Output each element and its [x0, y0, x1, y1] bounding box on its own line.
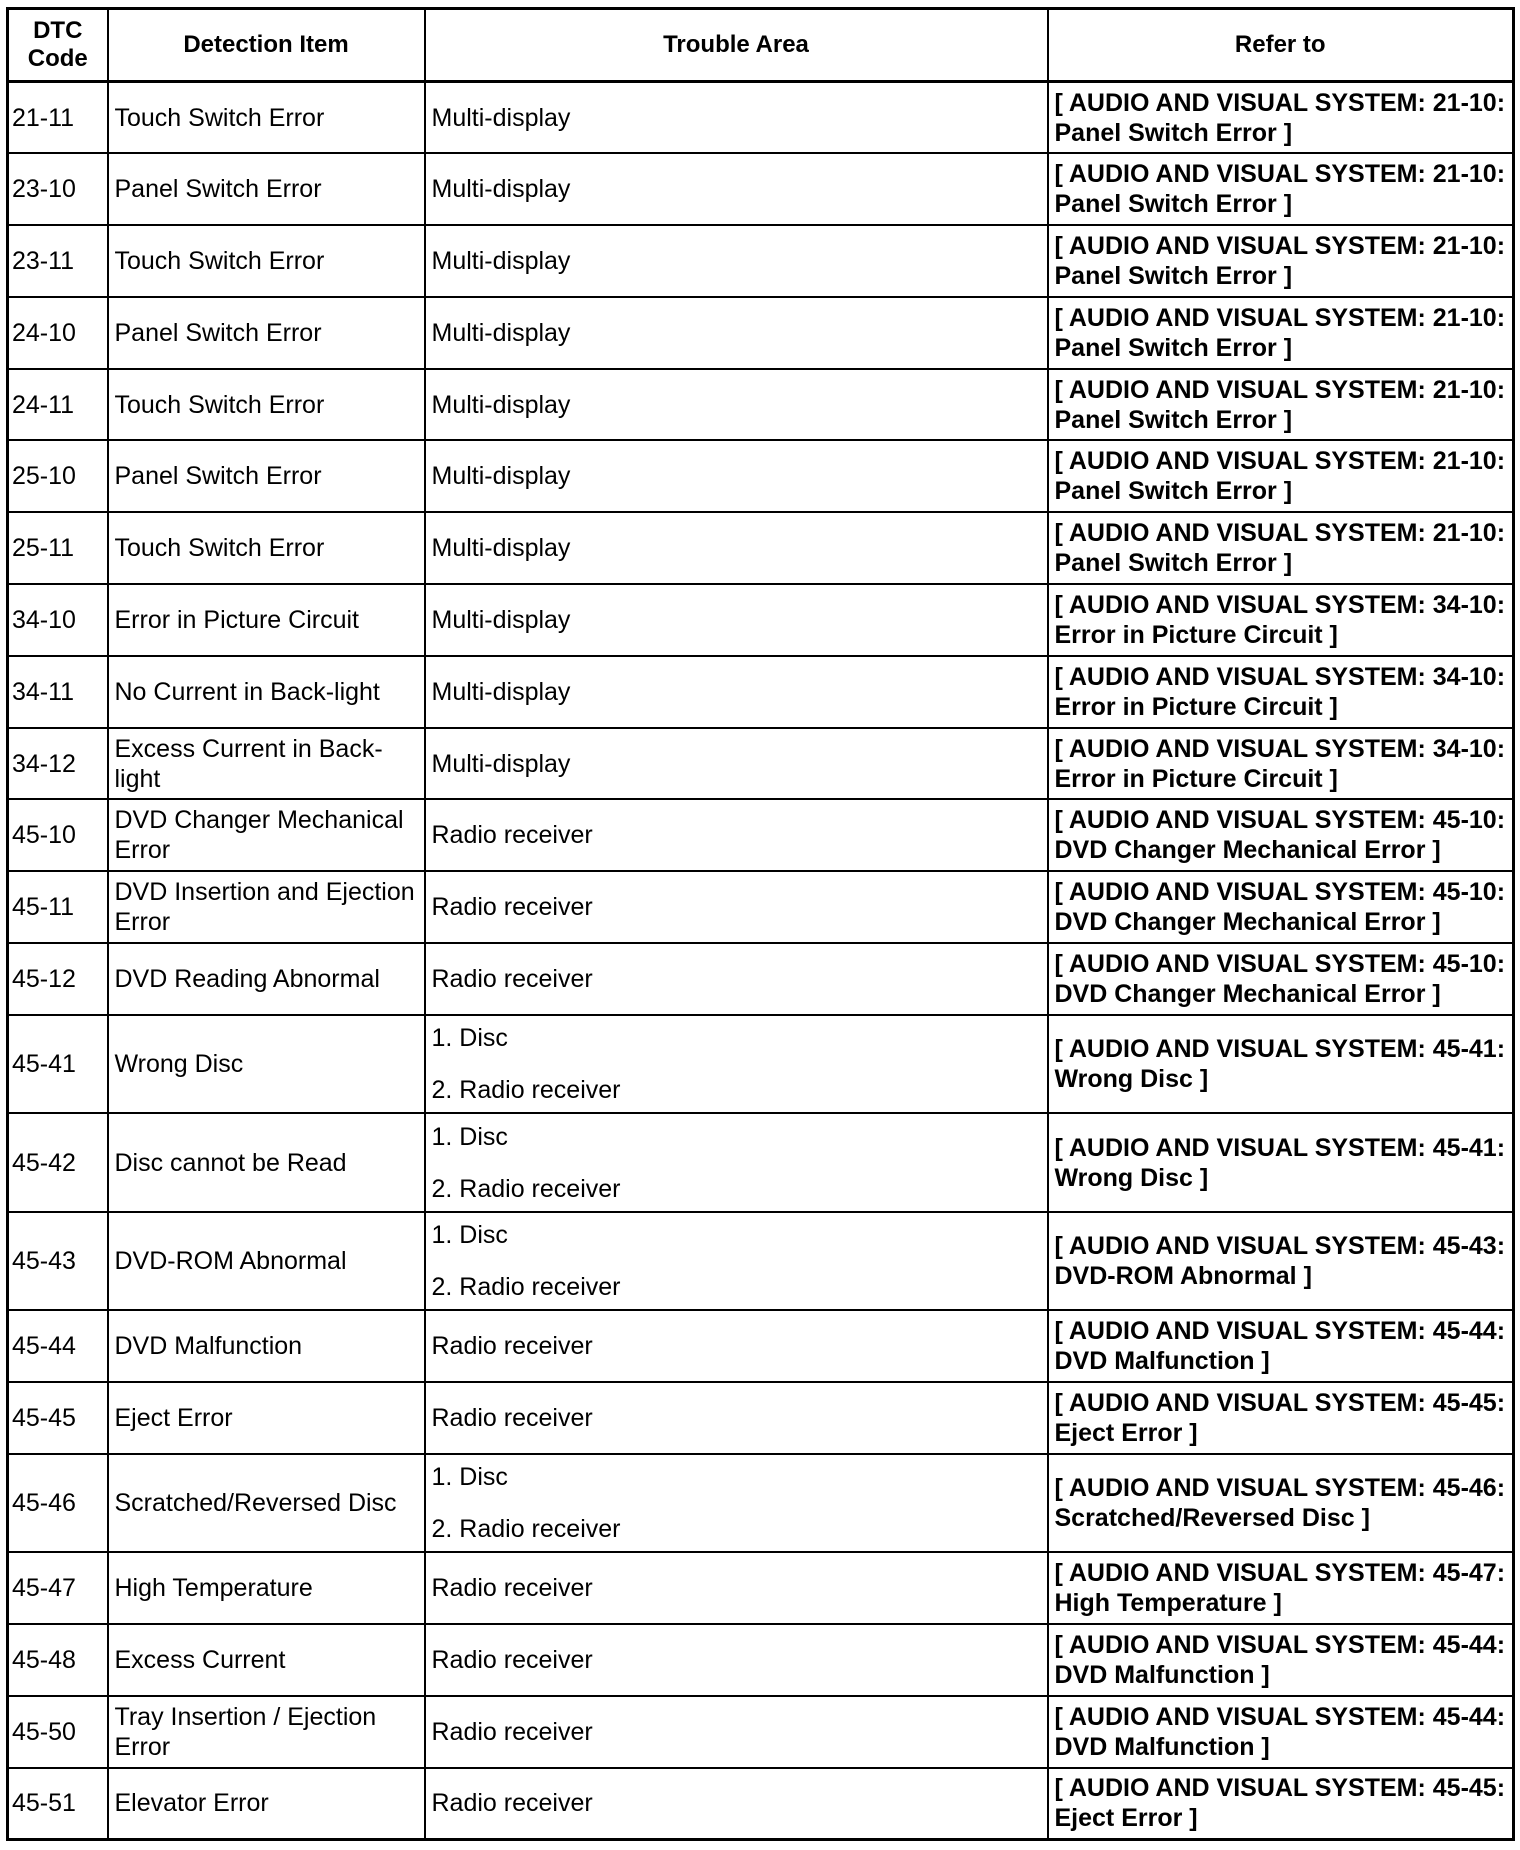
- dtc-code-cell: 45-10: [8, 799, 108, 871]
- trouble-area-cell: [425, 1212, 1048, 1310]
- refer-to-line1: [ AUDIO AND VISUAL SYSTEM: 45-45:: [1054, 1774, 1506, 1803]
- refer-to-cell: [1048, 1113, 1514, 1211]
- refer-to-line1: [ AUDIO AND VISUAL SYSTEM: 45-10:: [1054, 949, 1506, 978]
- refer-to-cell: [1048, 1310, 1514, 1382]
- refer-to-line1: [ AUDIO AND VISUAL SYSTEM: 45-44:: [1054, 1317, 1506, 1346]
- refer-to-line2: Panel Switch Error ]: [1054, 405, 1293, 434]
- refer-to-line2: Panel Switch Error ]: [1054, 190, 1293, 219]
- refer-to-line1: [ AUDIO AND VISUAL SYSTEM: 21-10:: [1054, 519, 1506, 548]
- refer-to-cell: [1048, 1624, 1514, 1696]
- dtc-code-cell: 23-11: [8, 225, 108, 297]
- refer-to-line2: Eject Error ]: [1054, 1804, 1198, 1833]
- dtc-code-cell: 25-10: [8, 440, 108, 512]
- refer-to-cell: [1048, 1212, 1514, 1310]
- table-row: [8, 871, 1514, 943]
- trouble-area-cell: Radio receiver: [425, 1382, 1048, 1454]
- dtc-code-cell: 23-10: [8, 153, 108, 225]
- table-row: [8, 512, 1514, 584]
- refer-to-line1: [ AUDIO AND VISUAL SYSTEM: 45-47:: [1054, 1559, 1506, 1588]
- refer-to-line1: [ AUDIO AND VISUAL SYSTEM: 21-10:: [1054, 160, 1506, 189]
- detection-item-cell: Touch Switch Error: [108, 512, 425, 584]
- table-row: [8, 1624, 1514, 1696]
- refer-to-cell: [1048, 1768, 1514, 1840]
- detection-item-cell: Elevator Error: [108, 1768, 425, 1840]
- header-dtc-line2: Code: [27, 45, 88, 72]
- dtc-code-cell: 21-11: [8, 82, 108, 154]
- trouble-area-item: 1. Disc: [431, 1463, 508, 1492]
- dtc-code-cell: 45-48: [8, 1624, 108, 1696]
- refer-to-line2: Panel Switch Error ]: [1054, 333, 1293, 362]
- trouble-area-item: 1. Disc: [431, 1024, 508, 1053]
- detection-item-cell: DVD-ROM Abnormal: [108, 1212, 425, 1310]
- refer-to-line1: [ AUDIO AND VISUAL SYSTEM: 21-10:: [1054, 88, 1506, 117]
- dtc-code-cell: 45-43: [8, 1212, 108, 1310]
- table-row: [8, 728, 1514, 800]
- table-row: [8, 1382, 1514, 1454]
- trouble-area-item: 2. Radio receiver: [431, 1076, 621, 1105]
- detection-item-cell: High Temperature: [108, 1552, 425, 1624]
- table-row: [8, 1310, 1514, 1382]
- refer-to-line1: [ AUDIO AND VISUAL SYSTEM: 21-10:: [1054, 447, 1506, 476]
- table-row: [8, 1768, 1514, 1840]
- detection-item-cell: Excess Current in Back-light: [108, 728, 425, 800]
- detection-item-cell: Panel Switch Error: [108, 153, 425, 225]
- refer-to-cell: [1048, 728, 1514, 800]
- refer-to-line2: DVD Changer Mechanical Error ]: [1054, 908, 1441, 937]
- table-row: [8, 369, 1514, 441]
- detection-item-cell: DVD Changer Mechanical Error: [108, 799, 425, 871]
- refer-to-cell: [1048, 943, 1514, 1015]
- refer-to-cell: [1048, 297, 1514, 369]
- refer-to-line2: DVD Changer Mechanical Error ]: [1054, 836, 1441, 865]
- table-row: [8, 584, 1514, 656]
- trouble-area-item: 2. Radio receiver: [431, 1272, 621, 1301]
- trouble-area-cell: Multi-display: [425, 82, 1048, 154]
- refer-to-line1: [ AUDIO AND VISUAL SYSTEM: 34-10:: [1054, 662, 1506, 691]
- table-row: [8, 1696, 1514, 1768]
- refer-to-cell: [1048, 82, 1514, 154]
- refer-to-cell: [1048, 1552, 1514, 1624]
- detection-item-cell: Tray Insertion / Ejection Error: [108, 1696, 425, 1768]
- dtc-code-cell: 45-50: [8, 1696, 108, 1768]
- refer-to-cell: [1048, 153, 1514, 225]
- refer-to-line2: DVD-ROM Abnormal ]: [1054, 1261, 1312, 1290]
- dtc-code-cell: 25-11: [8, 512, 108, 584]
- detection-item-cell: DVD Reading Abnormal: [108, 943, 425, 1015]
- table-header-row: [8, 9, 1514, 82]
- refer-to-line1: [ AUDIO AND VISUAL SYSTEM: 21-10:: [1054, 231, 1506, 260]
- refer-to-cell: [1048, 1382, 1514, 1454]
- refer-to-cell: [1048, 584, 1514, 656]
- refer-to-line2: DVD Malfunction ]: [1054, 1347, 1270, 1376]
- refer-to-line2: Scratched/Reversed Disc ]: [1054, 1504, 1370, 1533]
- table-row: [8, 943, 1514, 1015]
- refer-to-line1: [ AUDIO AND VISUAL SYSTEM: 45-44:: [1054, 1630, 1506, 1659]
- detection-item-cell: Error in Picture Circuit: [108, 584, 425, 656]
- trouble-area-cell: Radio receiver: [425, 1624, 1048, 1696]
- dtc-code-cell: 45-41: [8, 1015, 108, 1113]
- detection-item-cell: DVD Insertion and Ejection Error: [108, 871, 425, 943]
- dtc-code-cell: 45-45: [8, 1382, 108, 1454]
- refer-to-line2: Panel Switch Error ]: [1054, 477, 1293, 506]
- trouble-area-cell: Multi-display: [425, 369, 1048, 441]
- detection-item-cell: DVD Malfunction: [108, 1310, 425, 1382]
- refer-to-cell: [1048, 512, 1514, 584]
- refer-to-line1: [ AUDIO AND VISUAL SYSTEM: 45-41:: [1054, 1035, 1506, 1064]
- header-detection-item: Detection Item: [108, 9, 425, 82]
- trouble-area-cell: Radio receiver: [425, 799, 1048, 871]
- trouble-area-cell: [425, 1015, 1048, 1113]
- refer-to-line1: [ AUDIO AND VISUAL SYSTEM: 45-41:: [1054, 1133, 1506, 1162]
- trouble-area-item: 2. Radio receiver: [431, 1174, 621, 1203]
- refer-to-line2: DVD Malfunction ]: [1054, 1732, 1270, 1761]
- detection-item-cell: Touch Switch Error: [108, 369, 425, 441]
- detection-item-cell: Disc cannot be Read: [108, 1113, 425, 1211]
- refer-to-line1: [ AUDIO AND VISUAL SYSTEM: 34-10:: [1054, 590, 1506, 619]
- refer-to-line2: Error in Picture Circuit ]: [1054, 764, 1338, 793]
- detection-item-cell: Excess Current: [108, 1624, 425, 1696]
- table-row: [8, 225, 1514, 297]
- table-row: [8, 1454, 1514, 1552]
- refer-to-line2: Eject Error ]: [1054, 1418, 1198, 1447]
- dtc-code-cell: 45-46: [8, 1454, 108, 1552]
- refer-to-cell: [1048, 1015, 1514, 1113]
- table-row: [8, 1552, 1514, 1624]
- refer-to-line1: [ AUDIO AND VISUAL SYSTEM: 45-43:: [1054, 1231, 1506, 1260]
- refer-to-cell: [1048, 225, 1514, 297]
- trouble-area-cell: Radio receiver: [425, 1552, 1048, 1624]
- dtc-code-cell: 34-12: [8, 728, 108, 800]
- detection-item-cell: Wrong Disc: [108, 1015, 425, 1113]
- trouble-area-cell: Multi-display: [425, 584, 1048, 656]
- trouble-area-list: [432, 1218, 1041, 1304]
- dtc-code-cell: 34-11: [8, 656, 108, 728]
- trouble-area-cell: Radio receiver: [425, 1310, 1048, 1382]
- dtc-code-cell: 24-10: [8, 297, 108, 369]
- trouble-area-cell: Multi-display: [425, 656, 1048, 728]
- refer-to-line1: [ AUDIO AND VISUAL SYSTEM: 45-46:: [1054, 1474, 1506, 1503]
- dtc-code-cell: 45-47: [8, 1552, 108, 1624]
- table-row: [8, 440, 1514, 512]
- refer-to-line2: Panel Switch Error ]: [1054, 261, 1293, 290]
- dtc-code-cell: 45-12: [8, 943, 108, 1015]
- table-row: [8, 82, 1514, 154]
- dtc-code-cell: 45-42: [8, 1113, 108, 1211]
- refer-to-cell: [1048, 871, 1514, 943]
- refer-to-line1: [ AUDIO AND VISUAL SYSTEM: 45-10:: [1054, 878, 1506, 907]
- dtc-code-cell: 24-11: [8, 369, 108, 441]
- trouble-area-cell: Multi-display: [425, 297, 1048, 369]
- refer-to-line2: Error in Picture Circuit ]: [1054, 620, 1338, 649]
- refer-to-line2: DVD Malfunction ]: [1054, 1660, 1270, 1689]
- header-refer-to: Refer to: [1048, 9, 1514, 82]
- table-row: [8, 799, 1514, 871]
- refer-to-line2: Error in Picture Circuit ]: [1054, 692, 1338, 721]
- trouble-area-item: 1. Disc: [431, 1122, 508, 1151]
- refer-to-cell: [1048, 369, 1514, 441]
- dtc-code-cell: 45-44: [8, 1310, 108, 1382]
- dtc-table: [6, 7, 1515, 1841]
- trouble-area-cell: Multi-display: [425, 153, 1048, 225]
- refer-to-cell: [1048, 440, 1514, 512]
- trouble-area-cell: Radio receiver: [425, 1768, 1048, 1840]
- trouble-area-cell: [425, 1454, 1048, 1552]
- detection-item-cell: Scratched/Reversed Disc: [108, 1454, 425, 1552]
- refer-to-line1: [ AUDIO AND VISUAL SYSTEM: 45-44:: [1054, 1702, 1506, 1731]
- trouble-area-cell: Multi-display: [425, 440, 1048, 512]
- detection-item-cell: Touch Switch Error: [108, 225, 425, 297]
- dtc-code-cell: 45-11: [8, 871, 108, 943]
- table-row: [8, 297, 1514, 369]
- table-row: [8, 1015, 1514, 1113]
- refer-to-line1: [ AUDIO AND VISUAL SYSTEM: 21-10:: [1054, 303, 1506, 332]
- detection-item-cell: Panel Switch Error: [108, 297, 425, 369]
- refer-to-line2: Wrong Disc ]: [1054, 1065, 1209, 1094]
- table-row: [8, 153, 1514, 225]
- refer-to-line1: [ AUDIO AND VISUAL SYSTEM: 34-10:: [1054, 734, 1506, 763]
- refer-to-line1: [ AUDIO AND VISUAL SYSTEM: 45-45:: [1054, 1388, 1506, 1417]
- refer-to-cell: [1048, 799, 1514, 871]
- refer-to-line2: High Temperature ]: [1054, 1589, 1282, 1618]
- trouble-area-cell: Radio receiver: [425, 943, 1048, 1015]
- header-dtc-code: [8, 9, 108, 82]
- refer-to-cell: [1048, 656, 1514, 728]
- trouble-area-list: [432, 1120, 1041, 1206]
- detection-item-cell: Panel Switch Error: [108, 440, 425, 512]
- table-body: [8, 82, 1514, 1840]
- table-row: [8, 1113, 1514, 1211]
- trouble-area-item: 2. Radio receiver: [431, 1515, 621, 1544]
- trouble-area-list: [432, 1460, 1041, 1546]
- trouble-area-item: 1. Disc: [431, 1220, 508, 1249]
- trouble-area-cell: Multi-display: [425, 728, 1048, 800]
- table-row: [8, 656, 1514, 728]
- trouble-area-cell: Radio receiver: [425, 871, 1048, 943]
- trouble-area-list: [432, 1021, 1041, 1107]
- refer-to-line2: Panel Switch Error ]: [1054, 549, 1293, 578]
- dtc-code-cell: 45-51: [8, 1768, 108, 1840]
- refer-to-line1: [ AUDIO AND VISUAL SYSTEM: 45-10:: [1054, 806, 1506, 835]
- refer-to-line1: [ AUDIO AND VISUAL SYSTEM: 21-10:: [1054, 375, 1506, 404]
- dtc-code-cell: 34-10: [8, 584, 108, 656]
- trouble-area-cell: Multi-display: [425, 225, 1048, 297]
- refer-to-line2: DVD Changer Mechanical Error ]: [1054, 979, 1441, 1008]
- detection-item-cell: No Current in Back-light: [108, 656, 425, 728]
- refer-to-line2: Wrong Disc ]: [1054, 1163, 1209, 1192]
- refer-to-line2: Panel Switch Error ]: [1054, 118, 1293, 147]
- trouble-area-cell: Multi-display: [425, 512, 1048, 584]
- detection-item-cell: Touch Switch Error: [108, 82, 425, 154]
- trouble-area-cell: Radio receiver: [425, 1696, 1048, 1768]
- refer-to-cell: [1048, 1454, 1514, 1552]
- detection-item-cell: Eject Error: [108, 1382, 425, 1454]
- refer-to-cell: [1048, 1696, 1514, 1768]
- trouble-area-cell: [425, 1113, 1048, 1211]
- table-row: [8, 1212, 1514, 1310]
- header-trouble-area: Trouble Area: [425, 9, 1048, 82]
- header-dtc-line1: DTC: [33, 17, 83, 44]
